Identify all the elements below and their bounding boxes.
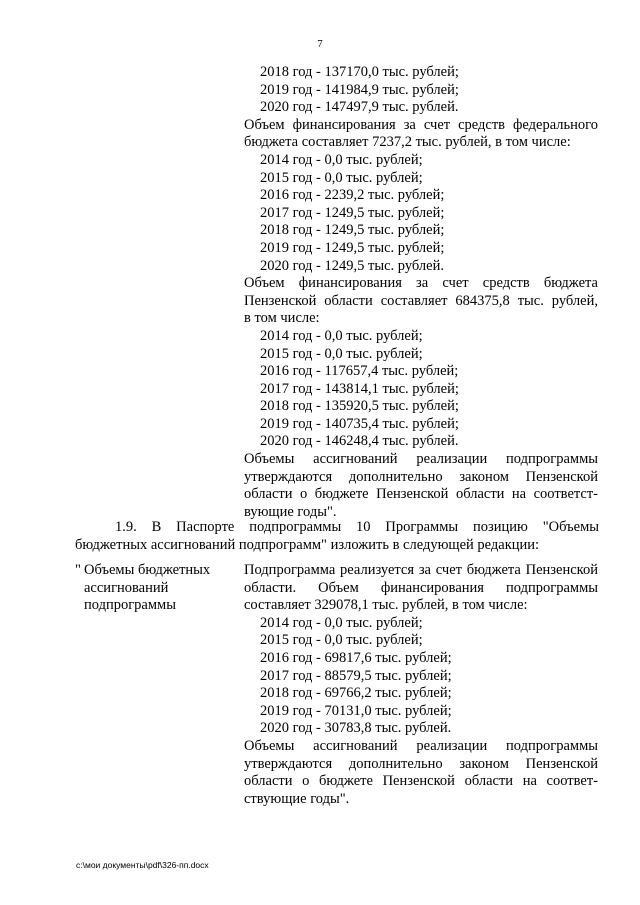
- section-line: бюджетных ассигнований подпрограмм" изложить в следующей редакции:: [75, 536, 540, 553]
- label-line: подпрограммы: [84, 597, 176, 614]
- year-line: 2015 год - 0,0 тыс. рублей;: [260, 169, 423, 186]
- paragraph-line: Подпрограмма реализуется за счет бюджета Пензенской: [244, 562, 598, 578]
- position-label: [84, 562, 234, 615]
- paragraph-line: в том числе:: [244, 310, 320, 327]
- years-list-b: [244, 152, 598, 275]
- paragraph-line: Пензенской области составляет 684375,8 тыс. рублей,: [244, 292, 598, 309]
- label-line: ассигнований: [84, 579, 169, 596]
- year-line: 2016 год - 69817,6 тыс. рублей;: [260, 649, 452, 666]
- paragraph-line: Объем финансирования за счет средств федерального: [244, 116, 598, 133]
- paragraph-line: утверждаются дополнительно законом Пензенской: [244, 468, 598, 485]
- paragraph-line: составляет 329078,1 тыс. рублей, в том числе:: [244, 597, 528, 614]
- year-line: 2016 год - 117657,4 тыс. рублей;: [260, 363, 459, 380]
- years-list-a: [244, 64, 598, 117]
- year-line: 2020 год - 146248,4 тыс. рублей.: [260, 433, 459, 450]
- paragraph-line: области о бюджете Пензенской области на соответст-: [244, 486, 598, 503]
- years-list-d: [244, 615, 598, 738]
- year-line: 2017 год - 143814,1 тыс. рублей;: [260, 380, 459, 397]
- paragraph-line: Объемы ассигнований реализации подпрограммы: [244, 737, 598, 754]
- year-line: 2019 год - 140735,4 тыс. рублей;: [260, 415, 459, 432]
- year-line: 2015 год - 0,0 тыс. рублей;: [260, 345, 423, 362]
- file-path-footer: c:\мои документы\pdf\326-пп.docx: [76, 860, 209, 870]
- year-line: 2014 год - 0,0 тыс. рублей;: [260, 327, 423, 344]
- year-line: 2019 год - 141984,9 тыс. рублей;: [260, 81, 459, 98]
- paragraph-line: Объем финансирования за счет средств бюджета: [244, 275, 598, 292]
- section-1-9: [75, 519, 599, 554]
- section-line: 1.9. В Паспорте подпрограммы 10 Программы позицию "Объемы: [115, 519, 599, 535]
- year-line: 2019 год - 70131,0 тыс. рублей;: [260, 702, 452, 719]
- paragraph-line: области о бюджете Пензенской области на соответ-: [244, 773, 598, 790]
- year-line: 2020 год - 147497,9 тыс. рублей.: [260, 99, 459, 116]
- regional-funding-paragraph: [244, 275, 598, 328]
- year-line: 2017 год - 88579,5 тыс. рублей;: [260, 667, 452, 684]
- position-content: [244, 562, 598, 808]
- label-line: Объемы бюджетных: [84, 562, 211, 578]
- year-line: 2014 год - 0,0 тыс. рублей;: [260, 614, 423, 631]
- year-line: 2016 год - 2239,2 тыс. рублей;: [260, 187, 445, 204]
- year-line: 2018 год - 135920,5 тыс. рублей;: [260, 398, 459, 415]
- approval-paragraph: [244, 451, 598, 521]
- paragraph-line: вующие годы".: [244, 503, 337, 520]
- paragraph-line: утверждаются дополнительно законом Пензенской: [244, 755, 598, 772]
- opening-quote: ": [75, 562, 81, 578]
- federal-funding-paragraph: [244, 117, 598, 152]
- page-number: 7: [317, 38, 323, 50]
- year-line: 2015 год - 0,0 тыс. рублей;: [260, 632, 423, 649]
- approval-paragraph-2: [244, 738, 598, 808]
- year-line: 2020 год - 1249,5 тыс. рублей.: [260, 257, 444, 274]
- year-line: 2018 год - 137170,0 тыс. рублей;: [260, 64, 459, 80]
- years-list-c: [244, 328, 598, 451]
- year-line: 2017 год - 1249,5 тыс. рублей;: [260, 204, 445, 221]
- paragraph-line: Объемы ассигнований реализации подпрограммы: [244, 451, 598, 468]
- funding-block: [244, 64, 598, 521]
- year-line: 2014 год - 0,0 тыс. рублей;: [260, 151, 423, 168]
- paragraph-line: бюджета составляет 7237,2 тыс. рублей, в том числе:: [244, 134, 571, 151]
- year-line: 2018 год - 69766,2 тыс. рублей;: [260, 685, 452, 702]
- year-line: 2018 год - 1249,5 тыс. рублей;: [260, 222, 445, 239]
- paragraph-line: ствующие годы".: [244, 790, 350, 807]
- intro-paragraph: [244, 562, 598, 615]
- paragraph-line: области. Объем финансирования подпрограммы: [244, 579, 598, 596]
- year-line: 2019 год - 1249,5 тыс. рублей;: [260, 239, 445, 256]
- year-line: 2020 год - 30783,8 тыс. рублей.: [260, 720, 452, 737]
